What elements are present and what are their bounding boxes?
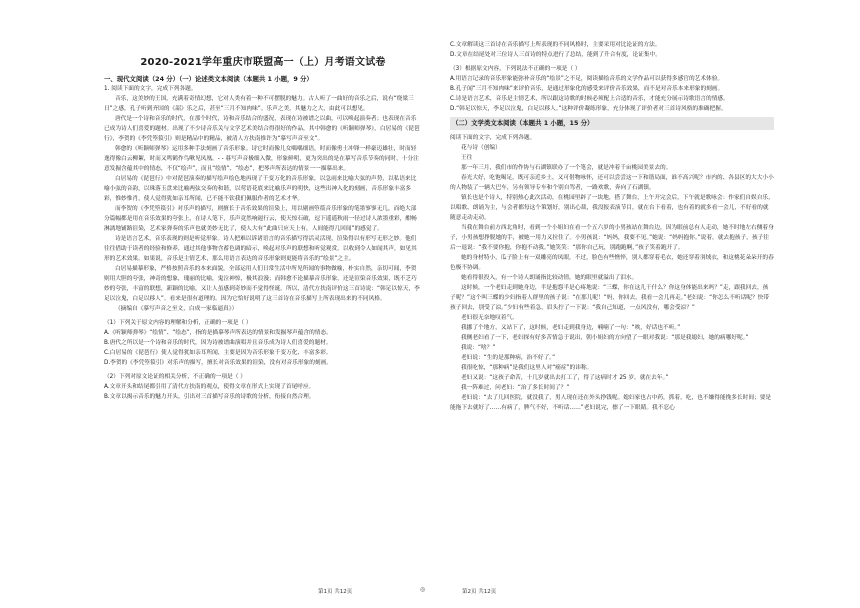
- story-author: 王往: [461, 155, 473, 161]
- story-paragraph: 我一阵难过，问老妇：“治了多长时间了？”: [461, 385, 570, 391]
- story-paragraph: 她的身材特小，瓜子脸上有一双雕亮的凤眼，不过，脸色有些憔悴，别人都穿着毛衣，她还穿着羽绒衣，和这桃花朵朵开的春色极不协调。: [450, 255, 774, 271]
- story-paragraph: 老妇说：“生的是那种病，治不好了。”: [461, 355, 556, 361]
- answer-option: B.唐代之所以是一个诗和音乐的时代，因为诗被谱曲演唱并且音乐成为诗人们喜爱的题材。: [104, 340, 332, 346]
- answer-option: C.白居易的《琵琶行》使人觉得犹如亲耳所闻，主要是因为音乐形象千变万化、丰富多彩。: [104, 350, 332, 356]
- instruction-2: 阅读下面的文字，完成下列各题。: [450, 135, 536, 141]
- question-3-stem: （3）根据原文内容，下列说法不正确的一项是（ ）: [450, 66, 581, 72]
- answer-option: B.文章以揭示音乐的魅力开头，引出对三首描写音乐的诗歌的分析，衔接自然合理。: [104, 394, 315, 400]
- passage-paragraph: 音乐，这美妙的王国，充满着奇情幻想，它对人类有着一种不可摆脱的魅力。古人听了一曲好的音乐之后，说有“绕梁三日”之感，孔子听到齐国的《韶》乐之后，甚至“三月不知肉味”。乐声之美，其魅力之大，由此可以想见。: [104, 96, 414, 112]
- page-number-right: 第2页 共12页: [462, 589, 497, 595]
- left-column: [104, 0, 422, 402]
- question-2-stem: （2）下列对原文论证的相关分析，不正确的一项是（ ）: [104, 374, 246, 380]
- answer-option: C.文章解读这三首诗在音乐描写上所表现的不同风格时，主要采用对比论证的方法。: [450, 42, 661, 48]
- story-paragraph: 我很吃惊，“那种病”是我们这里人对“癌症”的讳称。: [461, 365, 593, 371]
- passage-1: [104, 94, 422, 304]
- story-paragraph: 春光大好，吃饱喝足，既可亲近乡土，又可借物咏怀，还可以尝尝这一下和谐局面，谁不高兴呢？市内的、各县区的大大小小的人物装了一辆大巴车，另有领导专车和个别自驾者，一路欢歌，奔向了石湖镇。: [450, 175, 774, 191]
- right-page: [430, 0, 860, 608]
- passage-source: （摘编自《摹写声音之至文，白成一家临逼真》）: [115, 306, 238, 312]
- story-title: 花与诗（创编）: [461, 145, 501, 151]
- passage-paragraph: 韩愈的《听颖师弹琴》运用多种手法刻画了音乐形象。诗它时而像儿女喁喁细语，时而像勇士冲锋一样豪迈雄壮，时而轻逸得像白云柳絮，时而又鸣鹤作鸟啾见凤凰。- - 暮写声音极细入微，形象鲜明，更为突出的是在摹写音乐节奏的同时，十分注意发掘含蕴其中的情态，不仅“绘声”，而且“绘情”、“绘态”，把琴声所表达的情景一一描摹出来。: [104, 146, 419, 172]
- story-paragraph: 我说：“啥？”: [461, 345, 496, 351]
- exam-title: 2020-2021学年重庆市联盟高一（上）月考语文试卷: [140, 57, 386, 68]
- answer-option: D.“韩足以惊天，李足以泣鬼，白足以移人。”这种评价凝练形象，充分体现了评价者对三首诗风格的准确把握。: [450, 106, 727, 112]
- passage-paragraph: 白居易描摹形象，严格按照音乐的本来面貌，全部运用人们日常生活中所见所闻的事物做喻，朴实自然，亲切可闻，李贺则用大胆的夸张，神奇的想象，瑰丽的比喻，鬼泣神惊，极其浪漫；而韩愈不论描摹音乐形象，还是渲染音乐效果，既不乏巧妙的夸张，丰富的联想，新颖的比喻，又让人虽感到奇妙而不觉得怪诞。所以，清代方扶南评价这三首诗说：“韩足以惊天，李足以泣鬼，白足以移人”。看来是很有道理的。因为它恰好说明了这三首诗在音乐描写上所表现出来的不同风格。: [104, 266, 420, 302]
- story-paragraph: 老妇很无奈地叹着气。: [461, 315, 518, 321]
- answer-option: D.文章在结尾处对三位诗人三首诗的特点进行了总结，能到了升合有度，论证集中。: [450, 52, 661, 58]
- question-1-options: [104, 328, 422, 368]
- binding-mark-icon: ◎: [420, 586, 426, 593]
- answer-option: A.用语言记录的音乐形象能弥补音乐的“绘景”之不足，阅读描绘音乐的文学作品可以获得多感官的艺术体验。: [450, 76, 724, 82]
- question-2-options-continued: [450, 40, 774, 60]
- answer-option: A.文章开头和结尾都引用了清代方扶南的观点，使得文章在形式上实现了首尾呼应。: [104, 384, 315, 390]
- question-2-options: [104, 382, 422, 402]
- section-heading-1: 一、现代文阅读（24 分）（一）论述类文本阅读（本题共 1 小题，9 分）: [104, 75, 313, 83]
- page-number-left: 第1页 共12页: [318, 589, 353, 595]
- story-paragraph: 这时候，一个老妇走到她身边，半是抱怨半是心疼地说：“三蝶，你在这儿干什么？你这身体能出来吗？”走，跟我回去，孩子呢？”这个叫三蝶的少妇指着人群里的孩子说：“在那儿呢！”妈，你回去，我看一会儿再走。”老妇说：“你怎么不听话呢？快带孩子回去，别受了凉。”少妇有些着急，眉头拧了一下说：“我自己知道，一点风没有，哪会受凉？”: [450, 285, 770, 311]
- answer-option: C.诗是语言艺术，音乐是主情艺术，所以跟这诗歌的时候必须配上合适的音乐，才能充分展示诗歌语言的情感。: [450, 96, 729, 102]
- story-paragraph: 老妇说：“去了几回医院，就没我了，男人现在还在外头挣钱呢。媳妇家也占中药，抓着，吃，也不嫌得能挽多长时间；要是能拖下去就好了……有病了，脾气不好，不听话……”老妇说完，擦了一下眼睛。我不忍心: [450, 395, 772, 411]
- question-1-stem: （1）下列关于原文内容的理解和分析，正确的一项是（ ）: [104, 320, 252, 326]
- section-heading-2: （二）文学类文本阅读（本题共 1 小题，15 分）: [450, 117, 774, 130]
- story-paragraph: 镇长也是个诗人，特别热心此次活动，在桃园里辟了一块地，搭了舞台，上午开完会后，下午就是歌咏会：作家们自娱自乐，以唱歌、朗诵为主，与会者都每这个策划好，别出心裁，我没报表演节目，就在台下看着，也有着的就多看一会儿，不好看的就随意走动走动。: [450, 195, 774, 221]
- answer-option: D.李贺的《李凭箜篌引》对乐声的描写，擅长对音乐效果的渲染，没有对音乐形象的刻画。: [104, 360, 332, 366]
- passage-2: [450, 163, 774, 413]
- passage-paragraph: 白居易的《琵琶行》中对琵琶演奏的描写绘声绘色地再现了千变万化的音乐形象，以急雨来比喻大弦的声势，以私语来比喻小弦的音韵，以珠落玉盘来比喻两弦交奏的和谐，以莺语花底来比喻乐声的明快，这些出神入化的刻画，音乐形象丰富多彩，惟妙惟肖，使人觉得犹如亲耳所闻，已不能不钦我们佩服作者的艺术才华。: [104, 176, 417, 202]
- instruction-1: 1. 阅读下面的文字，完成下列各题。: [104, 86, 197, 92]
- story-paragraph: 老妇又说：“这孩子命苦，十几岁就出去打工了，得了这病时才 25 岁，就在去年。”: [461, 375, 669, 381]
- passage-paragraph: 唐代是一个诗和音乐的时代，在那个时代，诗和音乐结合的盛况，表现在诗被谱之以曲，可以唤起演奏者；也表现在音乐已成为诗人们喜爱的题材。出现了不少诗音乐关与文学艺术美结合得很好的作品，其中韩愈的《听颖师弹琴》，白居易的《琵琶行》，李贺的《李凭箜篌引》则是精品中的精品，被清人方扶南推许为“摹写声音至文”。: [104, 116, 420, 142]
- right-column: [450, 0, 774, 413]
- story-paragraph: 我侧老妇看了一下，老妇探有好多苦情急于说出，朝小姐妇的方向望了一眼对我说：“那是我媳妇，她的病哪好呢。”: [461, 335, 749, 341]
- question-3-options: [450, 74, 774, 114]
- answer-option: B.孔子闻“三月不知肉味”来评价音乐，是通过形象化的感受来评价音乐效果，而不是对音乐本来形象的刻画。: [450, 86, 724, 92]
- passage-paragraph: 诗是语言艺术，音乐表现的则是听觉形象。诗人把难以诉诸语言的音乐描写得活灵活现，渲染得以有形写无形之妙。他们往往借助于读者的经验和修养，通过其他事物含蓄色调的暗示，唤起对乐声的联想和听觉观赏，以收到令人如闻其声，如见其形的艺术效果。如果说，音乐是主情艺术，那么用语言表达的音乐形象则更能将音乐的“绘景”之主。: [104, 236, 417, 262]
- story-paragraph: 我挪了个地方，又站下了，这时候，老妇走到我身边，喃喃了一句：“唉，好话也不听。”: [461, 325, 681, 331]
- story-paragraph: 她看得很投入，有一个诗人朗诵指比较动情，她的眼里就溢出了泪水。: [461, 275, 638, 281]
- answer-option: A.《听颖师弹琴》“绘情”、“绘态”，指的是描摹琴声所表达的情景和发掘琴声蕴含的情态。: [104, 330, 332, 336]
- story-paragraph: 当我在舞台前方西北角时，看到一个小姐妇在看一个五六岁的小男孩站在舞台边，因为眼前总有人走动，她不时地左右侧着身子，小男孩想挣脱她的手，被她一用力又拉住了。小男孩说：“妈妈，我要不见。”她说：“妈妈抱你。”说着，就去抱孩子，孩子往后一退说：“我不要你抱，你抱不动我。”她笑笑：“那你自己玩，别跑跑啊，”孩子笑着跑开了。: [450, 225, 774, 251]
- passage-paragraph: 而李贺的《李凭箜篌引》对乐声的描写，则擅长于音乐效果的渲染上，用以剔画箜篌音乐形象的笔墨寥寥无几，而绝大部分篇幅都是用在音乐效果的夸张上，在诗人笔下，乐声竟然响遏行云，使天惊石破，逗下遥遥秋雨一径过诗人浓墨重彩，酣畅淋漓地铺路渲染，艺术家弹奏的乐声也就美妙无比了，使人大有“此曲只应天上有，人间能得几回闻”的感觉了。: [104, 206, 417, 232]
- story-paragraph: 那一年三月，我们市的作协与石湖镇联办了一个笔会，就是冲着千亩桃园美景去的。: [461, 165, 672, 171]
